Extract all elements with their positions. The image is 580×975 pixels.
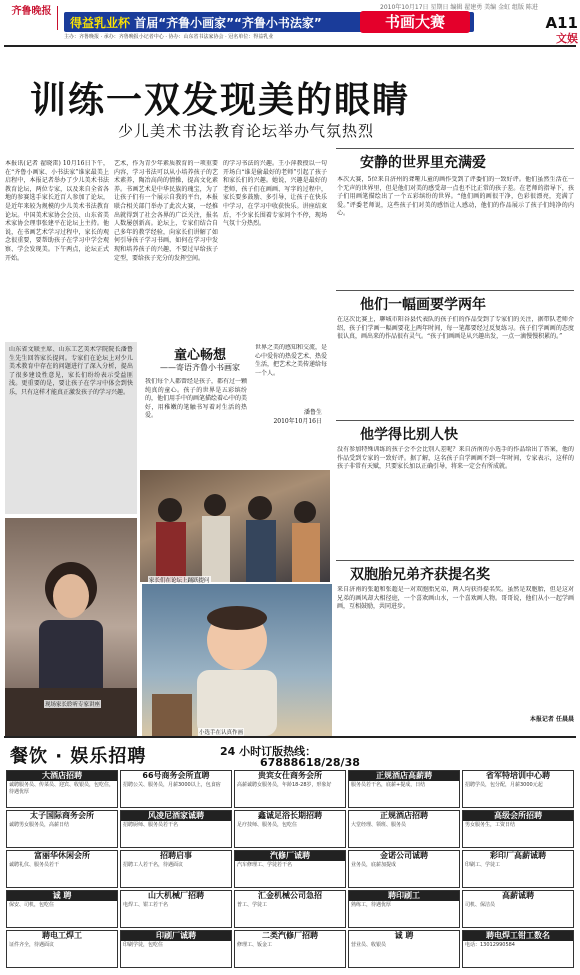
banner-organizers: 主办：齐鲁晚报 · 承办：齐鲁晚报小记者中心 · 协办：山东省书法家协会 · 冠名单位：得益乳业	[64, 34, 274, 40]
feature-text: 我们每个人都曾经是孩子，都有过一颗纯真的童心。孩子的世界是五彩缤纷的，他们用手中的画笔描绘着心中的美好，用稚嫩的笔触书写着对生活的热爱。	[145, 378, 247, 420]
classified-ad-body: 保安、司机，包吃住	[9, 902, 55, 908]
classified-ad-body: 汽车修理工、学徒若干名	[237, 862, 293, 868]
classified-ad-heading: 风凌尼酒家诚聘	[121, 811, 231, 821]
classified-ad-heading: 金诺公司诚聘	[380, 851, 428, 860]
classified-ad-body: 诚聘男女服务员，高薪日结	[9, 822, 70, 828]
classified-ad-heading: 贵宾女仕商务会所	[258, 771, 322, 780]
classified-ad-heading: 汽修厂诚聘	[235, 851, 345, 861]
classified-ad-body: 普工、学徒工	[237, 902, 268, 908]
classified-ad-heading: 高薪诚聘	[502, 891, 534, 900]
feature-text-2: 世界之美的感知和交流，是心中爱你的热爱艺术、热爱生活，把艺术之美传递给每一个人。	[255, 344, 327, 377]
sidebar-author: 本报记者 任晨晨	[529, 716, 574, 723]
classifieds-title: 餐饮 · 娱乐招聘	[10, 746, 147, 767]
classified-ad-heading: 正规酒店高薪聘	[349, 771, 459, 781]
sidebar-rule-4	[336, 560, 574, 561]
classified-ad	[6, 770, 118, 808]
classified-ad-heading: 印刷厂诚聘	[121, 931, 231, 941]
classified-ad-body: 修理工、钣金工	[237, 942, 273, 948]
page-meta: 2010年10月17日 星期日 编辑 翟建勇 美编 金虹 组版 陈进	[380, 4, 538, 11]
classified-ad-heading: 诚 聘	[394, 931, 414, 940]
photo-caption-1: 家长们在论坛上踊跃提问	[149, 578, 210, 584]
classified-ad	[120, 930, 232, 968]
classified-ad	[348, 810, 460, 848]
classified-ad	[462, 810, 574, 848]
sidebar-title-4: 双胞胎兄弟齐获提名奖	[350, 567, 490, 583]
classified-ad-body: 诚聘礼仪、服务员若干	[9, 862, 60, 868]
classified-ad-heading: 彩印厂高薪诚聘	[490, 851, 546, 860]
classified-ad	[120, 890, 232, 928]
audience-photo	[140, 470, 330, 582]
classified-ad	[348, 770, 460, 808]
classified-ad	[234, 890, 346, 928]
feature-author: 潘鲁生	[303, 409, 322, 416]
classified-ad	[6, 890, 118, 928]
article-col-1: 本报讯(记者 翟晓雷) 10月16日下午，在“齐鲁小画家、小书法家”谁家最美上启程中，本报记者举办了少儿美术书法教育论坛，两位专家，以及来自全省各地的参赛选手家长近百人参加了论坛，是近年来较为规模的少儿美术书法教育论坛。中国美术家协会会员、山东省美术家协会理事张建平在论坛上主持。他说，在书画艺术学习过程中，家长的观念很重要，要帮助孩子在学习中学会观察、学会发现美。下午两点，论坛正式开始。	[5, 160, 109, 262]
classified-ad-heading: 鑫诚足浴长期招聘	[258, 811, 322, 820]
classified-ad	[348, 930, 460, 968]
classified-ad-heading: 汇金机械公司急招	[258, 891, 322, 900]
classifieds-hotline-label: 24 小时订版热线：	[220, 745, 317, 758]
classified-ad-body: 足疗技师、服务员，包吃住	[237, 822, 298, 828]
classified-ad	[462, 890, 574, 928]
classified-ad-heading: 太子国际商务会所	[30, 811, 94, 820]
classified-ad	[6, 810, 118, 848]
classified-ad	[120, 770, 232, 808]
classified-ad-body: 招聘公关、服务员，月薪3000以上，包食宿	[123, 782, 221, 788]
classified-ad	[348, 890, 460, 928]
classified-ad-heading: 66号商务会所直聘	[142, 771, 210, 780]
article-col-3: 的学习书法的兴趣。王小萍教授以一句开场白“谁是偷最好的老师”引起了孩子和家长们的兴趣。她说，兴趣是最好的老师，孩子们在画画、写字的过程中，家长要多鼓励、多引导，让孩子在快乐中学习，在学习中收获快乐。讲座结束后，不少家长围着专家问个不停，现场气氛十分热烈。	[223, 160, 327, 228]
classified-ad-heading: 二类汽修厂招聘	[262, 931, 318, 940]
feature-subtitle: ——寄语齐鲁小书画家	[160, 363, 240, 372]
classified-ad-body: 熟练工，待遇优厚	[351, 902, 392, 908]
classified-ad	[462, 850, 574, 888]
classified-ad-heading: 招聘启事	[160, 851, 192, 860]
classified-ad-body: 大堂经理、领班、服务员	[351, 822, 407, 828]
classified-ad	[6, 850, 118, 888]
sidebar-text-2: 在这次比赛上，聊城市阳谷县代表队的孩子们的作品受到了专家们的关注，据带队老师介绍，孩子们学画一幅画要花上两年时间，每一笔都要经过反复练习。孩子们学画画的态度很认真，画出来的作品很有灵气。“孩子们画画是从兴趣出发，一点一滴慢慢积累的。”	[337, 316, 574, 341]
classified-ad-heading: 山大机械厂招聘	[148, 891, 204, 900]
classified-ad	[234, 810, 346, 848]
page-number: A11	[545, 14, 578, 32]
classified-ad-body: 电话：13012990584	[465, 942, 515, 948]
child-photo	[142, 584, 332, 736]
classified-ad	[234, 930, 346, 968]
article-headline: 训练一双发现美的眼睛	[30, 80, 411, 121]
photo-caption-3: 小选手在认真作画	[199, 730, 244, 736]
classified-ad	[6, 930, 118, 968]
classified-ad-heading: 聘电焊工钳工数名	[463, 931, 573, 941]
classified-ad-heading: 诚 聘	[7, 891, 117, 901]
classified-ad-body: 司机、保洁员	[465, 902, 496, 908]
classified-ad-body: 服务员若干名，底薪+提成，日结	[351, 782, 426, 788]
classified-ad-body: 诚聘服务员、传菜员、迎宾、收银员，包吃住，待遇优厚	[9, 782, 115, 795]
newspaper-logo: 齐鲁晚报	[6, 6, 58, 30]
classifieds-phone: 67888618/28/38	[260, 756, 360, 769]
article-subhead: 少儿美术书法教育论坛举办气氛热烈	[118, 122, 375, 140]
sidebar-rule-3	[336, 420, 574, 421]
classified-ad-heading: 高级会所招聘	[463, 811, 573, 821]
header-rule	[4, 45, 576, 47]
section-name: 文娱	[556, 32, 578, 45]
classified-ad-body: 印刷学徒，包吃住	[123, 942, 164, 948]
classified-ad	[462, 770, 574, 808]
classified-ad-heading: 聘电工焊工	[42, 931, 82, 940]
classified-ad	[348, 850, 460, 888]
banner-contest-label: 书画大赛	[360, 11, 470, 33]
classified-ad	[234, 850, 346, 888]
sidebar-title-3: 他学得比别人快	[360, 427, 458, 443]
feature-title: 童心畅想	[173, 348, 226, 363]
classified-ad-heading: 富丽华休闲会所	[34, 851, 90, 860]
classified-ad	[462, 930, 574, 968]
sidebar-rule-2	[336, 290, 574, 291]
classified-ad	[120, 850, 232, 888]
sidebar-text-1: 本次大赛，5位来自济州的聋哑儿童的画作受到了评委们的一致好评。他们虽然生活在一个无声的世界里，但是他们对美的感受却一点也不比正常的孩子差。在老师的指导下，孩子们用画笔描绘出了一个五彩缤纷的世界。“他们画的画很干净，色彩很漂亮，充满了爱。”评委老师说，这些孩子们对美的感悟让人感动，他们的作品展示了孩子们纯净的内心。	[337, 176, 574, 218]
classified-ad	[234, 770, 346, 808]
classified-ad-body: 印刷工、学徒工	[465, 862, 501, 868]
child-photo-art	[142, 584, 332, 736]
classified-ad-body: 招聘学员，包分配，月薪3000元起	[465, 782, 543, 788]
classified-ad-body: 电焊工、钳工若干名	[123, 902, 169, 908]
classified-ad-body: 男女服务生，工资日结	[465, 822, 516, 828]
sidebar-title-1: 安静的世界里充满爱	[360, 155, 486, 171]
classified-ad-body: 招聘厨师、服务员若干名	[123, 822, 179, 828]
article-col-2: 艺术，作为青少年素质教育的一项重要内容，学习书法可以从小培养孩子的艺术素养，陶冶高尚的情操，提高文化素养。书画艺术是中华民族的瑰宝，为了让孩子们有一个展示自我的平台，本报联合相关部门举办了此次大赛，一经推出就得到了社会各界的广泛关注，报名人数屡创新高。论坛上，专家们结合自己多年的教学经验，向家长们讲解了如何引导孩子学习书画，如何在学习中发现和培养孩子的兴趣，不要过早给孩子定型，要给孩子充分的发挥空间。	[114, 160, 218, 262]
classified-ad-heading: 正规酒店招聘	[380, 811, 428, 820]
audience-photo-art	[140, 470, 330, 582]
feature-date: 2010年10月16日	[273, 418, 322, 425]
sidebar-rule-1	[336, 148, 574, 149]
photo-caption-2: 现场家长聆听专家讲座	[45, 702, 101, 708]
classified-ad-body: 高薪诚聘女服务员，年龄18-28岁，形象好	[237, 782, 332, 788]
sidebar-title-2: 他们一幅画要学两年	[360, 297, 486, 313]
classified-ad-heading: 聘印刷工	[349, 891, 459, 901]
banner-title	[70, 14, 360, 30]
sidebar-text-4: 来自济南的张超和张超是一对双胞胎兄弟，两人均获得提名奖。虽然是双胞胎，但是这对兄弟的画风却大相径庭，一个喜欢画山水，一个喜欢画人物。哥哥说，他们从小一起学画画，互相鼓励，共同进步。	[337, 586, 574, 611]
classified-ad	[120, 810, 232, 848]
classified-ad-body: 招聘工人若干名，待遇面议	[123, 862, 184, 868]
classified-ad-body: 证件齐全，待遇面议	[9, 942, 55, 948]
banner-prefix: 得益乳业杯	[70, 16, 131, 30]
banner-main: 首届“齐鲁小画家”“齐鲁小书法家”	[134, 16, 322, 30]
sidebar-text-3: 没有参加特殊训练的孩子会不会比别人差呢？来自济南的小选手的作品给出了答案，他的作品受到专家的一致好评。据了解，这名孩子自学画画不到一年时间，专家表示，这样的孩子非常有天赋，只要家长加以正确引导，将来一定会有所成就。	[337, 446, 574, 471]
classified-ad-heading: 大酒店招聘	[7, 771, 117, 781]
quote-box-text: 山东省文联主席、山东工艺美术学院院长潘鲁生先生回答家长提问。专家们在论坛上对少儿美术教育中存在的问题进行了深入分析，提出了很多建设性意见，家长们纷纷表示受益匪浅。更重要的是，要让孩子在学习中体会到快乐，只有这样才能真正激发孩子的学习兴趣。	[9, 346, 133, 396]
classified-ad-heading: 省军特培训中心聘	[486, 771, 550, 780]
classified-ad-body: 营业员、收银员	[351, 942, 387, 948]
classified-ad-body: 业务员，底薪加提成	[351, 862, 397, 868]
